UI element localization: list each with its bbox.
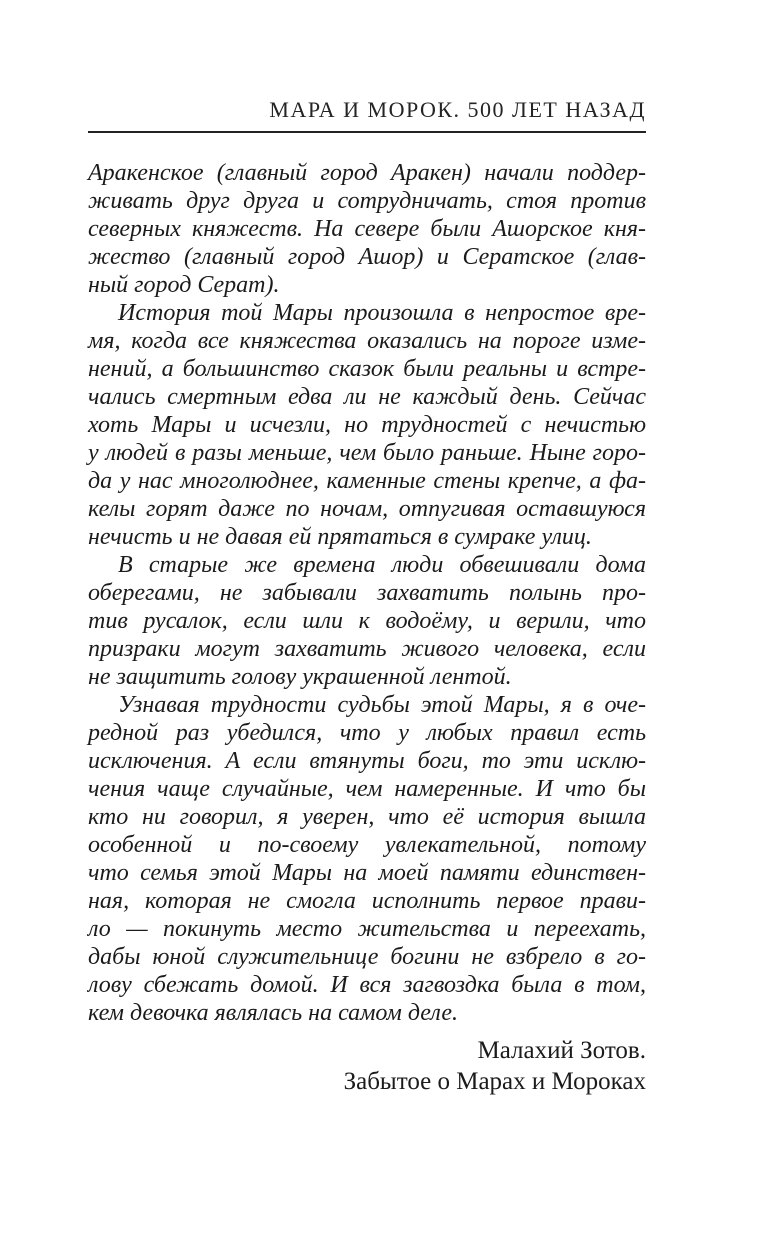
body-line: В старые же времена люди обвешивали дома: [118, 552, 646, 578]
signature-author: Малахий Зотов.: [477, 1037, 646, 1064]
body-line: дабы юной служительнице богини не взбрело в го-: [88, 944, 646, 970]
body-line: Узнавая трудности судьбы этой Мары, я в оче-: [118, 692, 646, 718]
body-line: не защитить голову украшенной лентой.: [88, 664, 512, 690]
body-line: тив русалок, если шли к водоёму, и верили, что: [88, 608, 646, 634]
body-line: кем девочка являлась на самом деле.: [88, 1000, 459, 1026]
body-line: северных княжеств. На севере были Ашорское кня-: [88, 216, 646, 242]
body-line: исключения. А если втянуты боги, то эти исклю-: [88, 748, 646, 774]
body-line: ло — покинуть место жительства и переехать,: [88, 916, 646, 942]
body-line: особенной и по-своему увлекательной, потому: [88, 832, 646, 858]
body-line: чались смертным едва ли не каждый день. Сейчас: [88, 384, 646, 410]
body-line: чения чаще случайные, чем намеренные. И что бы: [88, 776, 646, 802]
body-line: оберегами, не забывали захватить полынь про-: [88, 580, 646, 606]
running-head-title: МАРА И МОРОК. 500 ЛЕТ НАЗАД: [269, 97, 646, 122]
body-line: лову сбежать домой. И вся загвоздка была в том,: [88, 972, 646, 998]
body-line: ная, которая не смогла исполнить первое прави-: [88, 888, 646, 914]
signature-block: [88, 1035, 646, 1097]
body-line: кто ни говорил, я уверен, что её история вышла: [88, 804, 646, 830]
body-line: мя, когда все княжества оказались на пороге изме-: [88, 328, 646, 354]
body-line: что семья этой Мары на моей памяти единствен-: [88, 860, 646, 886]
body-line: Аракенское (главный город Аракен) начали поддер-: [88, 160, 646, 186]
body-line: жество (главный город Ашор) и Сератское (глав-: [88, 244, 646, 270]
body-line: хоть Мары и исчезли, но трудностей с нечистью: [88, 412, 646, 438]
body-line: призраки могут захватить живого человека, если: [88, 636, 646, 662]
body-text: [88, 159, 646, 1027]
body-line: ный город Серат).: [88, 272, 280, 298]
body-line: у людей в разы меньше, чем было раньше. Ныне горо-: [88, 440, 646, 466]
header-rule: [88, 131, 646, 133]
body-line: келы горят даже по ночам, отпугивая оставшуюся: [88, 496, 646, 522]
body-line: живать друг друга и сотрудничать, стоя против: [88, 188, 646, 214]
body-line: да у нас многолюднее, каменные стены крепче, а фа-: [88, 468, 646, 494]
body-line: История той Мары произошла в непростое вре-: [118, 300, 646, 326]
body-line: нечисть и не давая ей прятаться в сумраке улиц.: [88, 524, 592, 550]
signature-source-title: Забытое о Марах и Мороках: [343, 1068, 646, 1095]
body-line: нений, а большинство сказок были реальны и встре-: [88, 356, 646, 382]
body-line: редной раз убедился, что у любых правил есть: [88, 720, 646, 746]
